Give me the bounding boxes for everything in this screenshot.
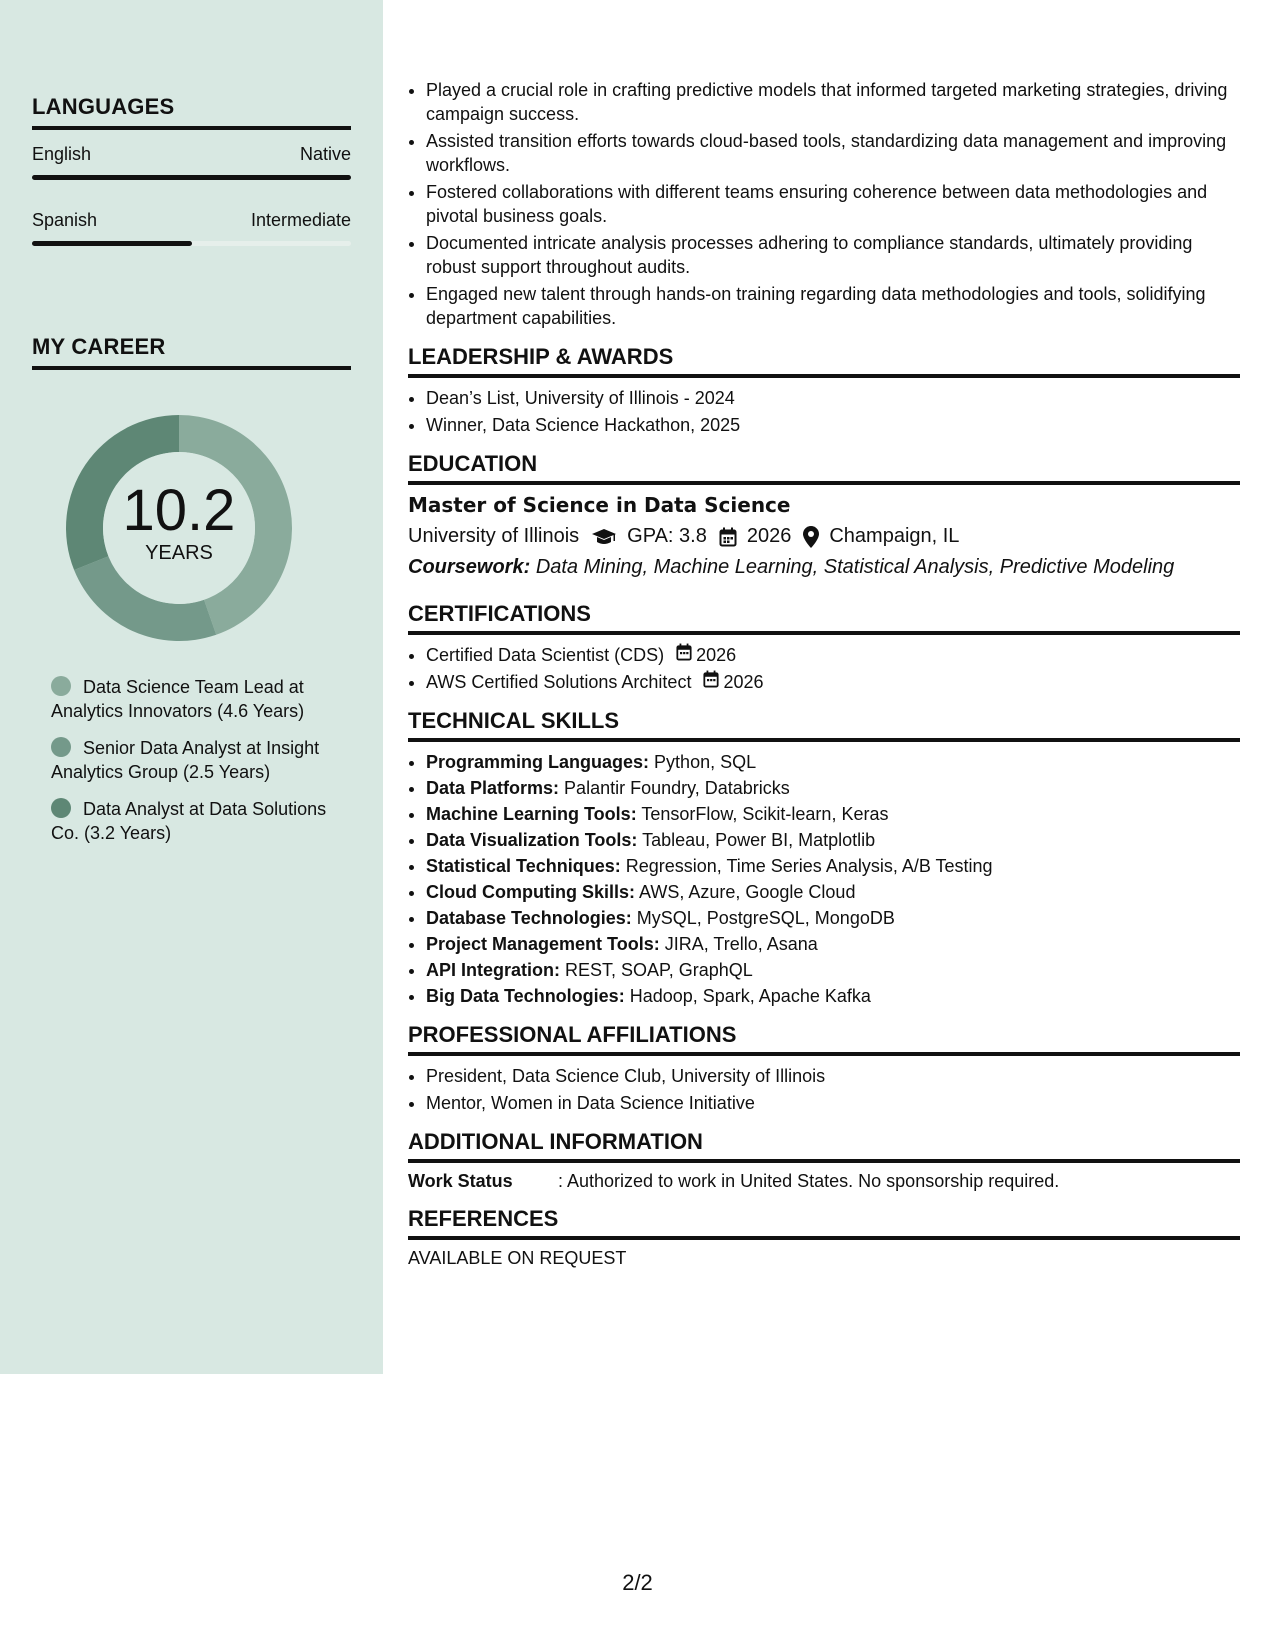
references-title: REFERENCES bbox=[408, 1206, 1240, 1240]
list-item: • Winner, Data Science Hackathon, 2025 bbox=[426, 413, 1240, 437]
skill-item bbox=[426, 776, 1240, 800]
skill-item bbox=[426, 984, 1240, 1008]
education-year: 2026 bbox=[746, 525, 792, 547]
career-section bbox=[32, 334, 351, 370]
language-proficiency-bar bbox=[32, 175, 351, 180]
language-name: Spanish bbox=[32, 210, 98, 230]
experience-bullet: • Documented intricate analysis processes adhering to compliance standards, ultimately providing robust support throughout audits. bbox=[426, 231, 1240, 279]
certifications-section bbox=[408, 601, 1240, 694]
certification-name: AWS Certified Solutions Architect bbox=[426, 672, 692, 692]
work-status-value: : Authorized to work in United States. No sponsorship required. bbox=[558, 1171, 1060, 1191]
certification-year: 2026 bbox=[723, 672, 764, 692]
skill-category: API Integration: bbox=[426, 960, 560, 980]
skill-item bbox=[426, 854, 1240, 878]
language-proficiency-fill bbox=[32, 241, 192, 246]
skill-values: Hadoop, Spark, Apache Kafka bbox=[629, 986, 871, 1006]
education-details bbox=[408, 525, 1240, 548]
language-level: Native bbox=[299, 144, 351, 164]
career-role-label: Data Science Team Lead at Analytics Innovators (4.6 Years) bbox=[51, 677, 305, 721]
leadership-section bbox=[408, 344, 1240, 437]
career-total-value: 10.2 bbox=[122, 477, 236, 543]
skill-item bbox=[426, 958, 1240, 982]
skill-item bbox=[426, 802, 1240, 826]
legend-dot-icon bbox=[51, 798, 71, 818]
skill-item bbox=[426, 932, 1240, 956]
coursework-label: Coursework: bbox=[408, 556, 531, 578]
certification-name: Certified Data Scientist (CDS) bbox=[426, 645, 665, 665]
skill-category: Project Management Tools: bbox=[426, 934, 660, 954]
skill-category: Statistical Techniques: bbox=[426, 856, 621, 876]
skill-values: Python, SQL bbox=[654, 752, 757, 772]
sidebar bbox=[0, 0, 383, 1374]
calendar-icon bbox=[703, 670, 723, 694]
certification-item bbox=[426, 670, 1240, 694]
career-legend-item bbox=[51, 736, 331, 784]
skill-item bbox=[426, 906, 1240, 930]
skill-values: REST, SOAP, GraphQL bbox=[565, 960, 753, 980]
education-school: University of Illinois bbox=[408, 525, 580, 547]
career-role-label: Senior Data Analyst at Insight Analytics Group (2.5 Years) bbox=[51, 738, 320, 782]
list-item: • Dean’s List, University of Illinois - 2024 bbox=[426, 386, 1240, 410]
skill-category: Cloud Computing Skills: bbox=[426, 882, 635, 902]
experience-bullet: • Engaged new talent through hands-on training regarding data methodologies and tools, solidifying department capabilities. bbox=[426, 282, 1240, 330]
skill-category: Machine Learning Tools: bbox=[426, 804, 637, 824]
references-section bbox=[408, 1206, 1240, 1269]
references-text: AVAILABLE ON REQUEST bbox=[408, 1248, 627, 1268]
education-title: EDUCATION bbox=[408, 451, 1240, 485]
legend-dot-icon bbox=[51, 737, 71, 757]
education-location: Champaign, IL bbox=[829, 525, 960, 547]
skill-values: MySQL, PostgreSQL, MongoDB bbox=[636, 908, 895, 928]
experience-bullets bbox=[408, 78, 1240, 330]
education-gpa: GPA: 3.8 bbox=[627, 525, 707, 547]
skill-item bbox=[426, 750, 1240, 774]
skill-category: Database Technologies: bbox=[426, 908, 632, 928]
list-item: • President, Data Science Club, University of Illinois bbox=[426, 1064, 1240, 1088]
career-legend-item bbox=[51, 797, 331, 845]
career-title: MY CAREER bbox=[32, 334, 351, 370]
language-item bbox=[32, 144, 351, 180]
education-degree: Master of Science in Data Science bbox=[408, 493, 791, 517]
calendar-icon bbox=[676, 643, 696, 667]
languages-title: LANGUAGES bbox=[32, 94, 351, 130]
graduation-cap-icon bbox=[591, 527, 617, 547]
skill-values: Tableau, Power BI, Matplotlib bbox=[642, 830, 876, 850]
language-proficiency-bar bbox=[32, 241, 351, 246]
skills-section bbox=[408, 708, 1240, 1008]
skill-values: TensorFlow, Scikit-learn, Keras bbox=[641, 804, 889, 824]
skill-category: Programming Languages: bbox=[426, 752, 650, 772]
map-pin-icon bbox=[803, 526, 819, 548]
skills-title: TECHNICAL SKILLS bbox=[408, 708, 1240, 742]
experience-bullet: • Played a crucial role in crafting predictive models that informed targeted marketing strategies, driving campaign success. bbox=[426, 78, 1240, 126]
additional-info-title: ADDITIONAL INFORMATION bbox=[408, 1129, 1240, 1163]
main-content bbox=[408, 78, 1240, 1269]
language-item bbox=[32, 210, 351, 246]
career-legend bbox=[51, 675, 331, 858]
page-number: 2/2 bbox=[622, 1570, 653, 1595]
certifications-title: CERTIFICATIONS bbox=[408, 601, 1240, 635]
education-coursework bbox=[408, 556, 1240, 579]
language-name: English bbox=[32, 144, 92, 164]
skill-item bbox=[426, 828, 1240, 852]
affiliations-title: PROFESSIONAL AFFILIATIONS bbox=[408, 1022, 1240, 1056]
certification-year: 2026 bbox=[696, 645, 737, 665]
experience-bullet: • Fostered collaborations with different teams ensuring coherence between data methodologies and pivotal business goals. bbox=[426, 180, 1240, 228]
career-legend-item bbox=[51, 675, 331, 723]
skill-category: Big Data Technologies: bbox=[426, 986, 625, 1006]
skill-category: Data Visualization Tools: bbox=[426, 830, 638, 850]
leadership-title: LEADERSHIP & AWARDS bbox=[408, 344, 1240, 378]
skill-item bbox=[426, 880, 1240, 904]
skill-values: Regression, Time Series Analysis, A/B Testing bbox=[625, 856, 993, 876]
affiliations-section bbox=[408, 1022, 1240, 1115]
skill-values: AWS, Azure, Google Cloud bbox=[639, 882, 856, 902]
languages-section bbox=[32, 94, 351, 246]
list-item: • Mentor, Women in Data Science Initiative bbox=[426, 1091, 1240, 1115]
work-status-label: Work Status bbox=[408, 1171, 513, 1191]
skill-values: Palantir Foundry, Databricks bbox=[564, 778, 790, 798]
legend-dot-icon bbox=[51, 676, 71, 696]
certification-item bbox=[426, 643, 1240, 667]
skill-category: Data Platforms: bbox=[426, 778, 560, 798]
language-proficiency-fill bbox=[32, 175, 351, 180]
experience-bullet: • Assisted transition efforts towards cloud-based tools, standardizing data management and improving workflows. bbox=[426, 129, 1240, 177]
calendar-icon bbox=[719, 527, 737, 547]
additional-info-section bbox=[408, 1129, 1240, 1192]
career-donut-chart bbox=[66, 415, 292, 641]
career-role-label: Data Analyst at Data Solutions Co. (3.2 Years) bbox=[51, 799, 327, 843]
language-level: Intermediate bbox=[250, 210, 351, 230]
coursework-value: Data Mining, Machine Learning, Statistical Analysis, Predictive Modeling bbox=[535, 556, 1175, 578]
education-section bbox=[408, 451, 1240, 579]
career-total-unit: YEARS bbox=[145, 541, 213, 564]
skill-values: JIRA, Trello, Asana bbox=[664, 934, 818, 954]
